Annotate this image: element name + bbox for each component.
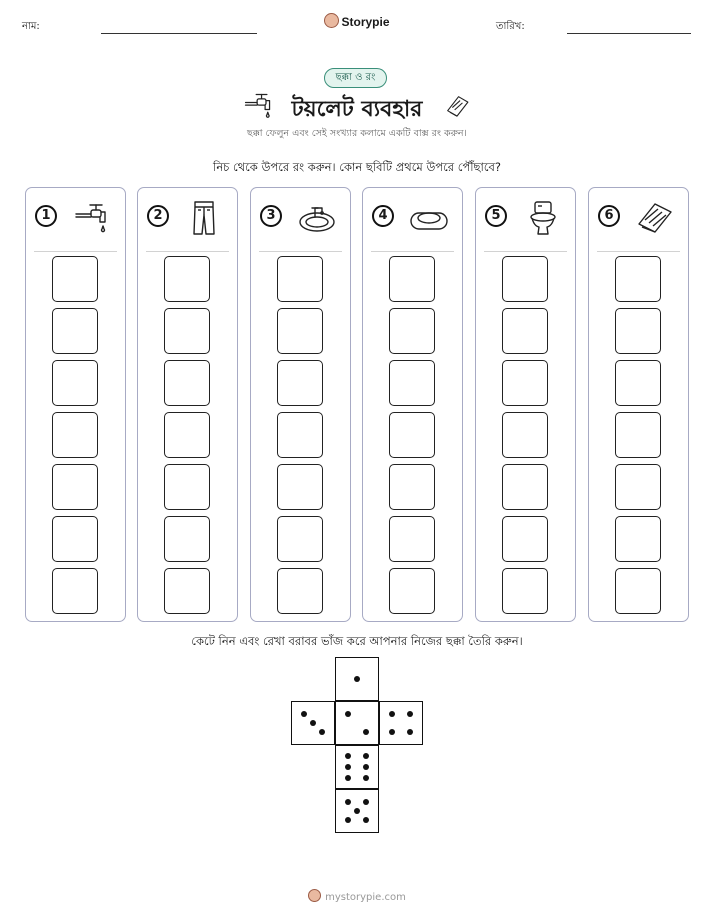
- color-box[interactable]: [52, 256, 98, 302]
- dice-face-4: [379, 701, 423, 745]
- column-2: [137, 187, 238, 622]
- name-line: [101, 33, 257, 34]
- color-box[interactable]: [502, 568, 548, 614]
- color-box[interactable]: [502, 308, 548, 354]
- toilet-icon: [522, 200, 562, 236]
- color-box[interactable]: [277, 464, 323, 510]
- color-box[interactable]: [389, 464, 435, 510]
- pip: [407, 711, 413, 717]
- color-box[interactable]: [277, 308, 323, 354]
- soap-icon: [409, 200, 449, 236]
- color-box[interactable]: [164, 516, 210, 562]
- color-box[interactable]: [277, 256, 323, 302]
- footer: [0, 889, 714, 903]
- pip: [363, 764, 369, 770]
- pip: [310, 720, 316, 726]
- pip: [354, 808, 360, 814]
- pip: [363, 799, 369, 805]
- pip: [363, 753, 369, 759]
- column-4: [362, 187, 463, 622]
- pip: [363, 729, 369, 735]
- pip: [345, 775, 351, 781]
- pip: [345, 799, 351, 805]
- pip: [407, 729, 413, 735]
- pants-icon: [184, 200, 224, 236]
- color-box[interactable]: [502, 412, 548, 458]
- color-box[interactable]: [52, 412, 98, 458]
- column-6: [588, 187, 689, 622]
- color-box[interactable]: [615, 308, 661, 354]
- color-box[interactable]: [277, 568, 323, 614]
- towel-icon: [635, 200, 675, 236]
- faucet-icon: [72, 200, 112, 236]
- color-box[interactable]: [615, 360, 661, 406]
- color-box[interactable]: [615, 256, 661, 302]
- column-number: 1: [35, 205, 57, 227]
- bear-logo-icon: [324, 13, 339, 28]
- column-3: [250, 187, 351, 622]
- title-towel-icon: [441, 92, 473, 120]
- dice-face-1: [335, 657, 379, 701]
- color-box[interactable]: [164, 308, 210, 354]
- name-label: নাম:: [22, 21, 40, 32]
- column-divider: [484, 251, 567, 252]
- column-number: 2: [147, 205, 169, 227]
- column-number: 4: [372, 205, 394, 227]
- pip: [345, 817, 351, 823]
- pip: [319, 729, 325, 735]
- color-box[interactable]: [52, 464, 98, 510]
- column-number: 5: [485, 205, 507, 227]
- pip: [389, 711, 395, 717]
- color-box[interactable]: [615, 516, 661, 562]
- color-box[interactable]: [52, 360, 98, 406]
- sink-icon: [297, 200, 337, 236]
- column-divider: [259, 251, 342, 252]
- color-box[interactable]: [164, 464, 210, 510]
- dice-face-6: [335, 745, 379, 789]
- color-box[interactable]: [389, 568, 435, 614]
- column-5: [475, 187, 576, 622]
- color-box[interactable]: [615, 412, 661, 458]
- date-line: [567, 33, 691, 34]
- pip: [354, 676, 360, 682]
- column-divider: [146, 251, 229, 252]
- column-number: 6: [598, 205, 620, 227]
- color-box[interactable]: [502, 256, 548, 302]
- pip: [345, 753, 351, 759]
- category-badge: ছক্কা ও রং: [324, 68, 387, 88]
- color-box[interactable]: [164, 360, 210, 406]
- column-divider: [371, 251, 454, 252]
- pip: [363, 817, 369, 823]
- color-box[interactable]: [389, 256, 435, 302]
- pip: [345, 711, 351, 717]
- dice-face-5: [335, 789, 379, 833]
- dice-face-2: [291, 701, 335, 745]
- color-box[interactable]: [164, 412, 210, 458]
- column-1: [25, 187, 126, 622]
- color-box[interactable]: [277, 412, 323, 458]
- pip: [363, 775, 369, 781]
- footer-url: mystorypie.com: [325, 892, 406, 903]
- color-box[interactable]: [389, 360, 435, 406]
- subtitle: ছক্কা ফেলুন এবং সেই সংখ্যার কলামে একটি বাক্স রং করুন।: [247, 128, 467, 139]
- color-box[interactable]: [502, 464, 548, 510]
- instruction-text: নিচ থেকে উপরে রং করুন। কোন ছবিটি প্রথমে উপরে পৌঁছাবে?: [213, 160, 501, 174]
- column-divider: [597, 251, 680, 252]
- color-box[interactable]: [389, 516, 435, 562]
- pip: [301, 711, 307, 717]
- color-box[interactable]: [502, 360, 548, 406]
- pip: [345, 764, 351, 770]
- page-title: টয়লেট ব্যবহার: [291, 97, 423, 122]
- color-box[interactable]: [52, 308, 98, 354]
- color-box[interactable]: [164, 256, 210, 302]
- dice-face-3: [335, 701, 379, 745]
- column-number: 3: [260, 205, 282, 227]
- color-box[interactable]: [164, 568, 210, 614]
- color-box[interactable]: [389, 412, 435, 458]
- bear-logo-icon: [308, 889, 321, 902]
- color-box[interactable]: [52, 568, 98, 614]
- pip: [389, 729, 395, 735]
- color-box[interactable]: [615, 568, 661, 614]
- color-box[interactable]: [52, 516, 98, 562]
- brand-name: Storypie: [341, 15, 390, 29]
- color-box[interactable]: [502, 516, 548, 562]
- cut-instruction: কেটে নিন এবং রেখা বরাবর ভাঁজ করে আপনার নিজের ছক্কা তৈরি করুন।: [191, 634, 523, 648]
- color-box[interactable]: [615, 464, 661, 510]
- column-divider: [34, 251, 117, 252]
- color-box[interactable]: [277, 516, 323, 562]
- brand-logo: [0, 13, 714, 29]
- date-label: তারিখ:: [496, 21, 525, 32]
- color-box[interactable]: [389, 308, 435, 354]
- color-box[interactable]: [277, 360, 323, 406]
